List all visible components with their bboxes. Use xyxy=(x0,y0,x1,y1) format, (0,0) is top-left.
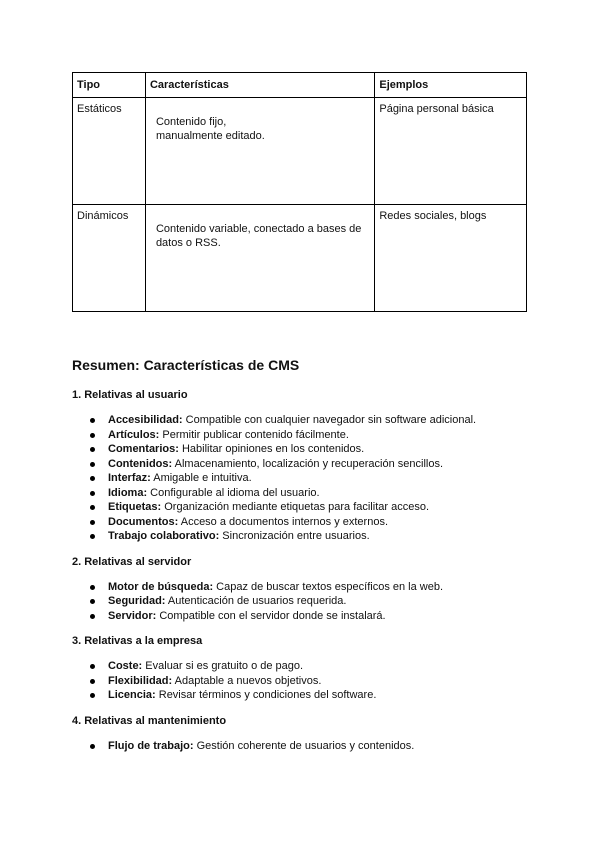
table-row xyxy=(73,98,527,205)
list-item xyxy=(108,688,532,703)
item-term: Coste: xyxy=(108,660,143,672)
cell-caracteristicas xyxy=(145,98,374,205)
cell-ejemplos: Página personal básica xyxy=(375,98,527,205)
list-item xyxy=(108,529,532,544)
bullet-icon xyxy=(90,664,95,669)
bullet-icon xyxy=(90,693,95,698)
cell-caracteristicas-line2: datos o RSS. xyxy=(155,237,221,249)
summary-sections xyxy=(72,389,532,753)
cell-tipo: Estáticos xyxy=(73,98,146,205)
item-description: Gestión coherente de usuarios y contenidos. xyxy=(193,739,415,752)
section-heading: 4. Relativas al mantenimiento xyxy=(72,714,227,727)
item-term: Contenidos: xyxy=(108,457,173,470)
item-description: Amigable e intuitiva. xyxy=(150,472,252,484)
item-description: Adaptable a nuevos objetivos. xyxy=(172,674,322,687)
bullet-icon xyxy=(90,744,95,749)
list-item xyxy=(108,594,532,609)
bullet-icon xyxy=(90,447,95,452)
item-term: Flexibilidad: xyxy=(108,674,173,687)
section-heading: 3. Relativas a la empresa xyxy=(72,635,203,647)
item-term: Comentarios: xyxy=(108,443,179,455)
item-term: Accesibilidad: xyxy=(108,414,183,426)
cms-types-table xyxy=(72,72,527,312)
item-term: Interfaz: xyxy=(108,472,151,484)
item-description: Sincronización entre usuarios. xyxy=(219,530,370,542)
header-tipo: Tipo xyxy=(73,73,146,98)
item-term: Seguridad: xyxy=(108,595,166,607)
cell-caracteristicas-line2: manualmente editado. xyxy=(155,130,265,142)
item-term: Licencia: xyxy=(108,689,156,701)
cell-caracteristicas xyxy=(145,205,374,312)
bullet-icon xyxy=(90,462,95,467)
item-term: Documentos: xyxy=(108,515,179,528)
bullet-list xyxy=(72,739,532,754)
bullet-icon xyxy=(90,585,95,590)
bullet-icon xyxy=(90,614,95,619)
item-term: Servidor: xyxy=(108,609,157,622)
section-heading: 2. Relativas al servidor xyxy=(72,555,192,568)
item-description: Autenticación de usuarios requerida. xyxy=(165,595,347,607)
bullet-icon xyxy=(90,505,95,510)
bullet-icon xyxy=(90,476,95,481)
bullet-icon xyxy=(90,520,95,525)
header-caracteristicas: Características xyxy=(145,73,374,98)
item-term: Artículos: xyxy=(108,428,160,441)
list-item xyxy=(108,486,532,501)
list-item xyxy=(108,659,532,674)
summary-section xyxy=(72,357,532,765)
bullet-list xyxy=(72,413,532,544)
bullet-icon xyxy=(90,599,95,604)
item-description: Acceso a documentos internos y externos. xyxy=(178,515,389,528)
item-description: Organización mediante etiquetas para facilitar acceso. xyxy=(161,501,430,513)
cell-caracteristicas-line1: Contenido fijo, xyxy=(155,116,227,128)
item-description: Habilitar opiniones en los contenidos. xyxy=(178,443,365,455)
bullet-icon xyxy=(90,534,95,539)
table-row xyxy=(73,205,527,312)
list-item xyxy=(108,580,532,595)
item-description: Configurable al idioma del usuario. xyxy=(147,486,320,499)
item-description: Compatible con el servidor donde se instalará. xyxy=(156,609,386,622)
list-item xyxy=(108,428,532,443)
item-description: Almacenamiento, localización y recuperación sencillos. xyxy=(172,457,444,470)
list-item xyxy=(108,609,532,624)
item-term: Etiquetas: xyxy=(108,501,162,513)
list-item xyxy=(108,442,532,457)
cell-caracteristicas-line1: Contenido variable, conectado a bases de xyxy=(155,223,362,235)
item-description: Evaluar si es gratuito o de pago. xyxy=(142,660,304,672)
item-term: Idioma: xyxy=(108,486,148,499)
list-item xyxy=(108,471,532,486)
item-term: Motor de búsqueda: xyxy=(108,580,214,593)
item-description: Compatible con cualquier navegador sin software adicional. xyxy=(182,414,477,426)
item-description: Revisar términos y condiciones del software. xyxy=(155,689,377,701)
summary-title: Resumen: Características de CMS xyxy=(72,357,300,373)
bullet-icon xyxy=(90,433,95,438)
list-item xyxy=(108,515,532,530)
cell-tipo: Dinámicos xyxy=(73,205,146,312)
bullet-list xyxy=(72,659,532,703)
bullet-list xyxy=(72,580,532,624)
item-term: Trabajo colaborativo: xyxy=(108,530,220,542)
list-item xyxy=(108,739,532,754)
table-header-row xyxy=(73,73,527,98)
cell-ejemplos: Redes sociales, blogs xyxy=(375,205,527,312)
section-heading: 1. Relativas al usuario xyxy=(72,389,188,401)
list-item xyxy=(108,674,532,689)
list-item xyxy=(108,413,532,428)
header-ejemplos: Ejemplos xyxy=(375,73,527,98)
list-item xyxy=(108,500,532,515)
item-description: Permitir publicar contenido fácilmente. xyxy=(159,428,349,441)
bullet-icon xyxy=(90,418,95,423)
list-item xyxy=(108,457,532,472)
item-description: Capaz de buscar textos específicos en la web. xyxy=(213,580,444,593)
item-term: Flujo de trabajo: xyxy=(108,739,194,752)
bullet-icon xyxy=(90,679,95,684)
bullet-icon xyxy=(90,491,95,496)
